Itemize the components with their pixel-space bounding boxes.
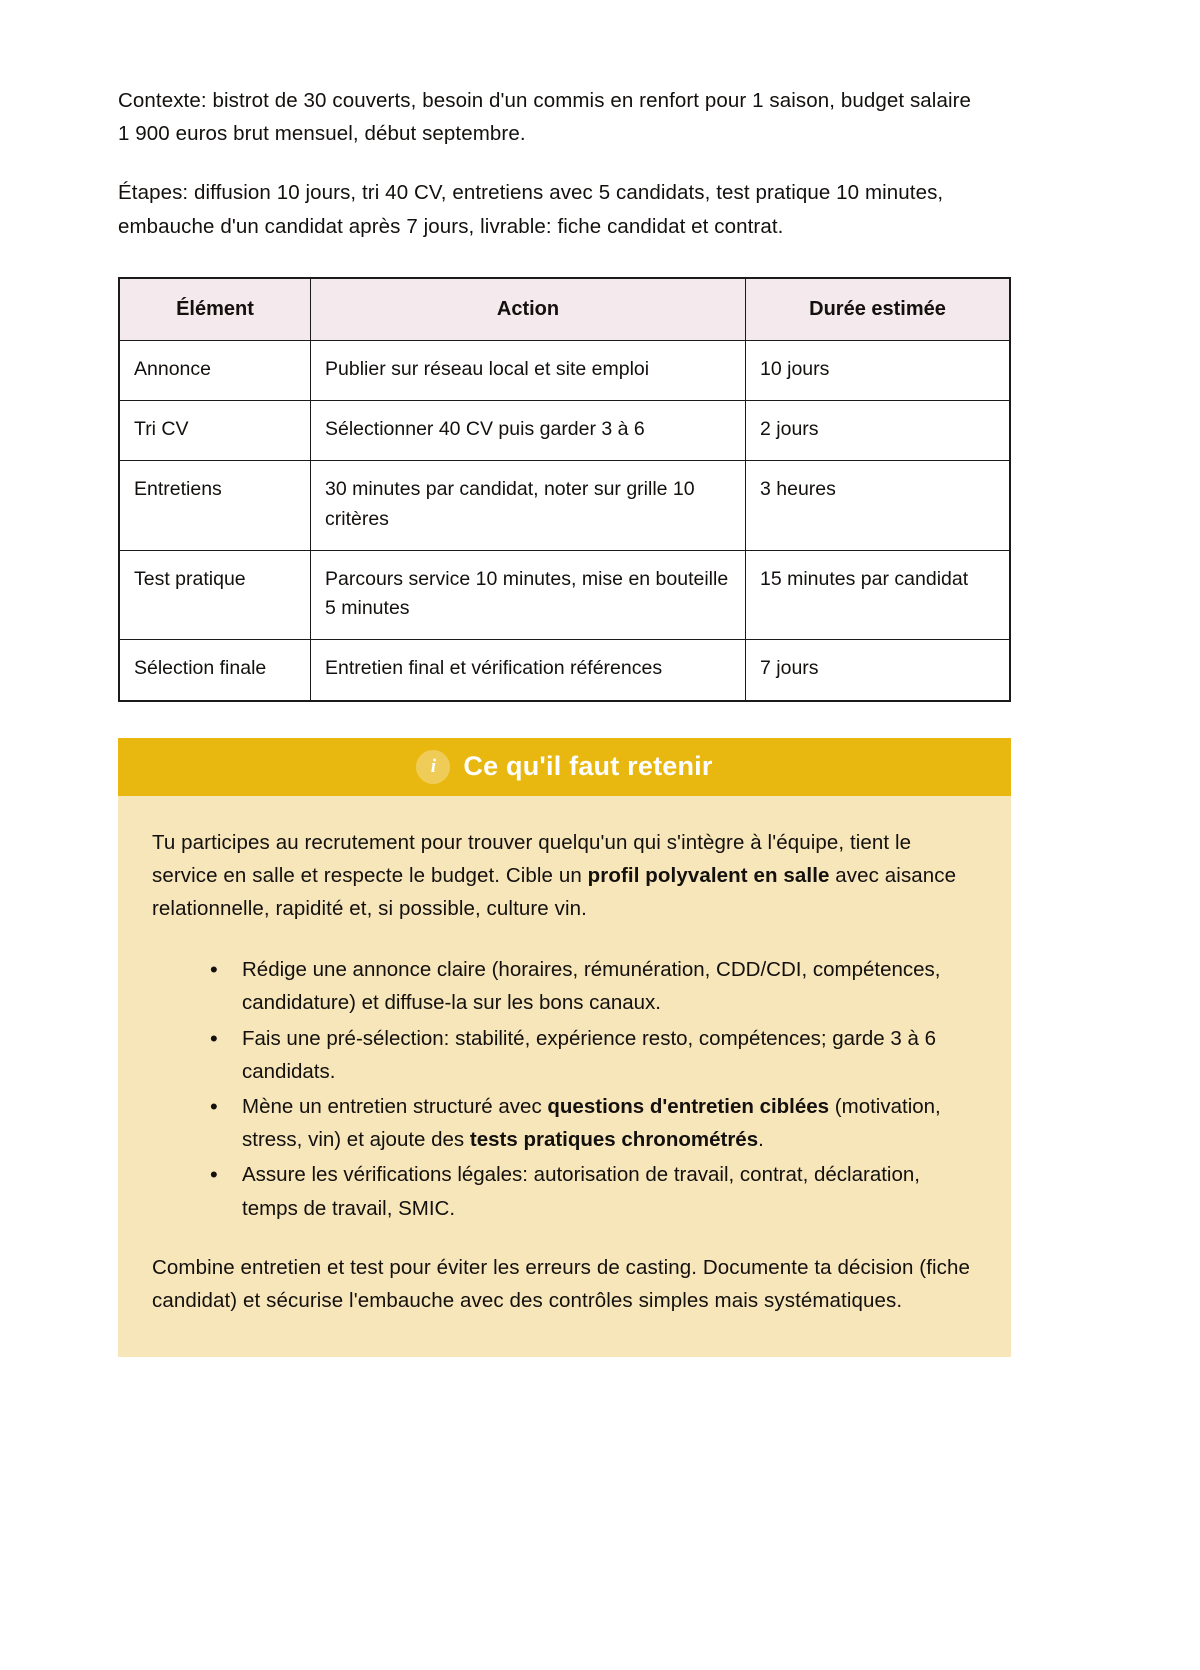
intro-paragraph-steps: Étapes: diffusion 10 jours, tri 40 CV, entretiens avec 5 candidats, test pratique 10 minutes, embauche d'un candidat après 7 jours, livrable: fiche candidat et contrat.: [118, 181, 944, 238]
bullet-text-1: Mène un entretien structuré avec: [242, 1094, 548, 1118]
table-row: [119, 550, 1010, 640]
callout-intro-paragraph: [152, 826, 977, 926]
callout-title: Ce qu'il faut retenir: [463, 751, 713, 782]
list-item: [210, 1158, 977, 1224]
list-item: [210, 1022, 977, 1088]
column-header-action: Action: [311, 278, 746, 341]
bullet-text-2: (motivation, stress, vin) et ajoute des: [242, 1094, 941, 1152]
cell-element: Sélection finale: [119, 640, 311, 701]
table-row: [119, 461, 1010, 551]
cell-action: Parcours service 10 minutes, mise en bouteille 5 minutes: [311, 550, 746, 640]
cell-duration: 7 jours: [746, 640, 1011, 701]
plan-table-head: [119, 278, 1010, 341]
cell-element: Test pratique: [119, 550, 311, 640]
callout-intro-text-1: Tu participes au recrutement pour trouver quelqu'un qui s'intègre à l'équipe, tient le service en salle et respecte le budget. Cible un: [152, 830, 912, 887]
cell-duration: 2 jours: [746, 401, 1011, 461]
bullet-bold-2: tests pratiques chronométrés: [469, 1128, 759, 1152]
table-row: [119, 640, 1010, 701]
intro-block: [118, 84, 1082, 243]
plan-table: [118, 277, 1011, 702]
cell-action: Publier sur réseau local et site emploi: [311, 340, 746, 400]
intro-paragraph-context: Contexte: bistrot de 30 couverts, besoin d'un commis en renfort pour 1 saison, budget salaire 1 900 euros brut mensuel, début septembre.: [118, 89, 972, 146]
bullet-bold-1: questions d'entretien ciblées: [547, 1094, 830, 1118]
plan-table-body: [119, 340, 1010, 700]
bullet-text-1: Assure les vérifications légales: autorisation de travail, contrat, déclaration, temps de travail, SMIC.: [242, 1163, 920, 1220]
callout-intro-text-2: avec aisance relationnelle, rapidité et, si possible, culture vin.: [152, 863, 957, 920]
list-item: [210, 953, 977, 1019]
bullet-text-1: Rédige une annonce claire (horaires, rémunération, CDD/CDI, compétences, candidature) et diffuse-la sur les bons canaux.: [242, 958, 941, 1015]
callout-bullet-list: [152, 953, 977, 1225]
bullet-text-1: Fais une pré-sélection: stabilité, expérience resto, compétences; garde 3 à 6 candidats.: [242, 1026, 936, 1083]
cell-element: Entretiens: [119, 461, 311, 551]
list-item: [210, 1090, 977, 1156]
cell-duration: 15 minutes par candidat: [746, 550, 1011, 640]
cell-action: Entretien final et vérification références: [311, 640, 746, 701]
table-row: [119, 401, 1010, 461]
cell-element: Annonce: [119, 340, 311, 400]
callout-closing-paragraph: Combine entretien et test pour éviter les erreurs de casting. Documente ta décision (fiche candidat) et sécurise l'embauche avec des contrôles simples mais systématiques.: [152, 1255, 971, 1312]
callout-header: [118, 738, 1011, 796]
cell-element: Tri CV: [119, 401, 311, 461]
plan-table-wrapper: [118, 277, 1082, 702]
bullet-text-3: .: [758, 1128, 764, 1152]
callout-intro-bold-1: profil polyvalent en salle: [587, 863, 830, 887]
cell-duration: 3 heures: [746, 461, 1011, 551]
table-header-row: [119, 278, 1010, 341]
key-takeaways-callout: [118, 738, 1011, 1358]
table-row: [119, 340, 1010, 400]
info-icon: i: [416, 750, 450, 784]
cell-duration: 10 jours: [746, 340, 1011, 400]
cell-action: 30 minutes par candidat, noter sur grille 10 critères: [311, 461, 746, 551]
cell-action: Sélectionner 40 CV puis garder 3 à 6: [311, 401, 746, 461]
column-header-duration: Durée estimée: [746, 278, 1011, 341]
column-header-element: Élément: [119, 278, 311, 341]
callout-body: [118, 796, 1011, 1358]
